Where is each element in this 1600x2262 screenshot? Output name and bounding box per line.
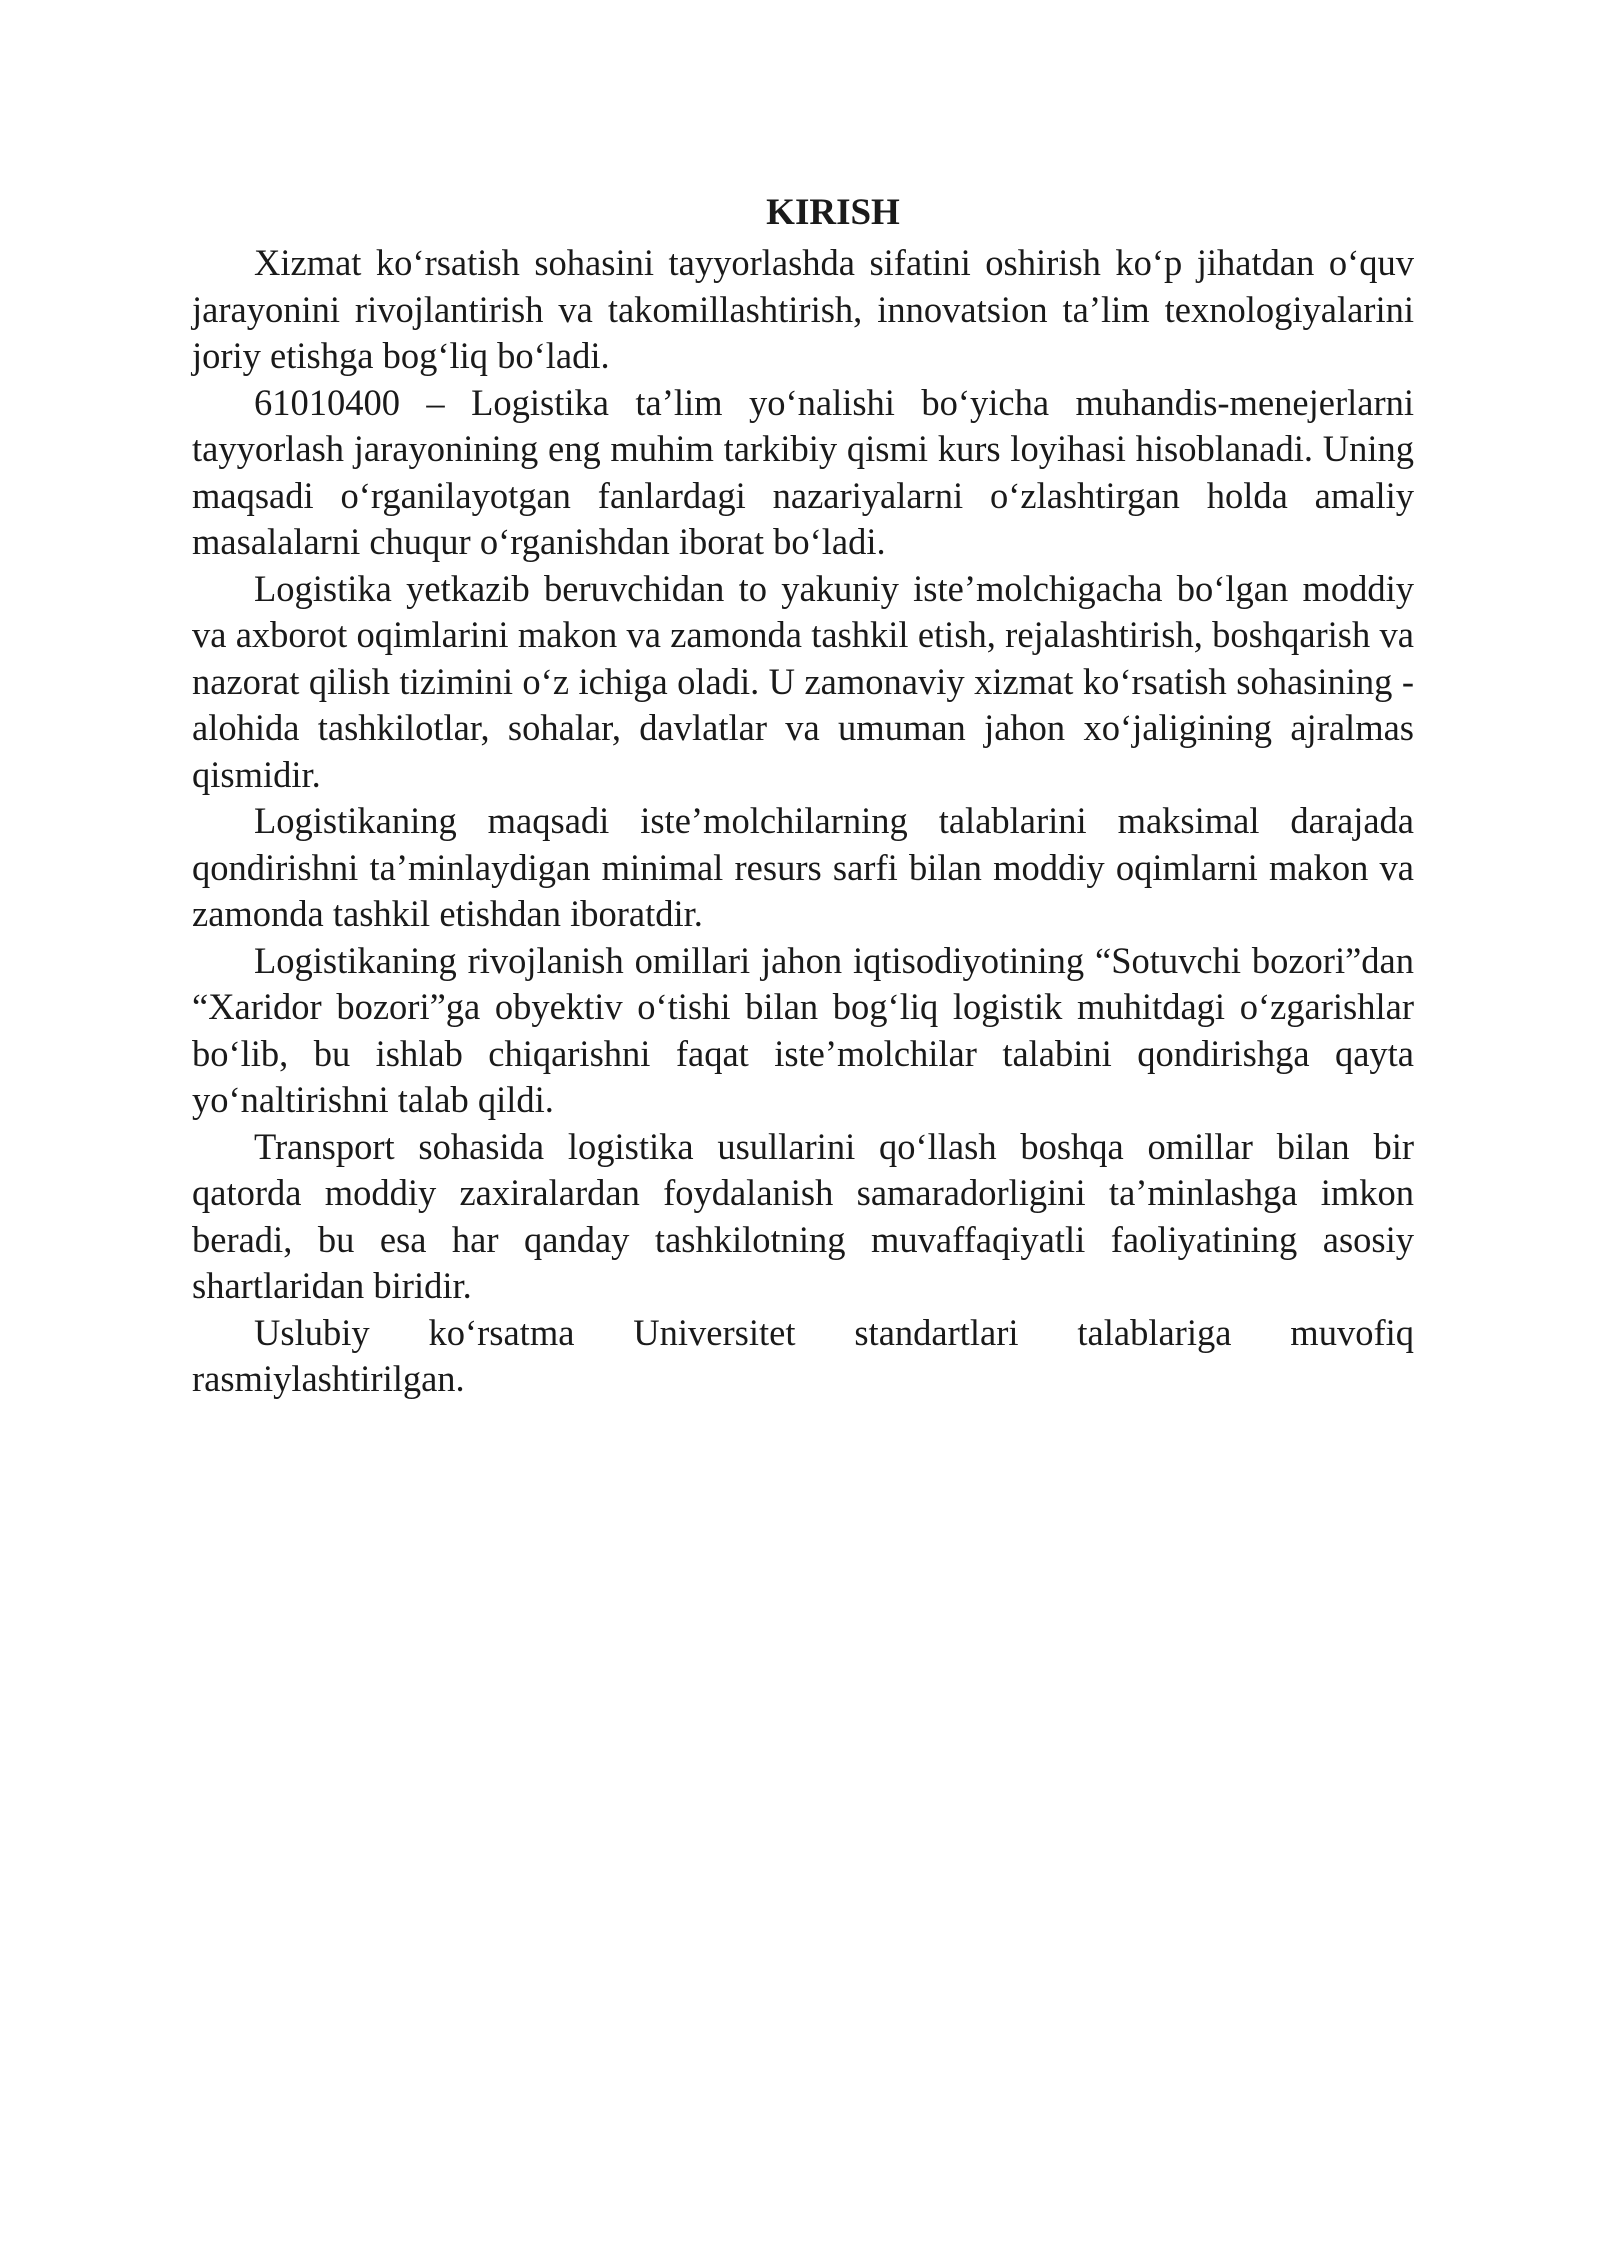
paragraph-7: Uslubiy ko‘rsatma Universitet standartlari talablariga muvofiq rasmiylashtirilgan. bbox=[192, 1311, 1414, 1399]
paragraph-3: Logistika yetkazib beruvchidan to yakuniy iste’molchigacha bo‘lgan moddiy va axborot oqimlarini makon va zamonda tashkil etish, rejalashtirish, boshqarish va nazorat qilish tizimini o‘z ichiga oladi. U zamonaviy xizmat ko‘rsatish sohasining - alohida tashkilotlar, sohalar, davlatlar va umuman jahon xo‘jaligining ajralmas qismidir. bbox=[192, 567, 1414, 795]
paragraph-2: 61010400 – Logistika ta’lim yo‘nalishi bo‘yicha muhandis-menejerlarni tayyorlash jarayonining eng muhim tarkibiy qismi kurs loyihasi hisoblanadi. Uning maqsadi o‘rganilayotgan fanlardagi nazariyalarni o‘zlashtirgan holda amaliy masalalarni chuqur o‘rganishdan iborat bo‘ladi. bbox=[192, 381, 1414, 562]
paragraph-1: Xizmat ko‘rsatish sohasini tayyorlashda sifatini oshirish ko‘p jihatdan o‘quv jarayonini rivojlantirish va takomillashtirish, innovatsion ta’lim texnologiyalarini joriy etishga bog‘liq bo‘ladi. bbox=[192, 242, 1414, 376]
paragraph-4: Logistikaning maqsadi iste’molchilarning talablarini maksimal darajada qondirishni ta’minlaydigan minimal resurs sarfi bilan moddiy oqimlarni makon va zamonda tashkil etishdan iboratdir. bbox=[192, 800, 1414, 934]
paragraph-6: Transport sohasida logistika usullarini qo‘llash boshqa omillar bilan bir qatorda moddiy zaxiralardan foydalanish samaradorligini ta’minlashga imkon beradi, bu esa har qanday tashkilotning muvaffaqiyatli faoliyatining asosiy shartlaridan biridir. bbox=[192, 1125, 1414, 1306]
page-title: KIRISH bbox=[766, 192, 900, 233]
document-body bbox=[192, 190, 1414, 1403]
paragraph-5: Logistikaning rivojlanish omillari jahon iqtisodiyotining “Sotuvchi bozori”dan “Xaridor bozori”ga obyektiv o‘tishi bilan bog‘liq logistik muhitdagi o‘zgarishlar bo‘lib, bu ishlab chiqarishni faqat iste’molchilar talabini qondirishga qayta yo‘naltirishni talab qildi. bbox=[192, 939, 1414, 1120]
